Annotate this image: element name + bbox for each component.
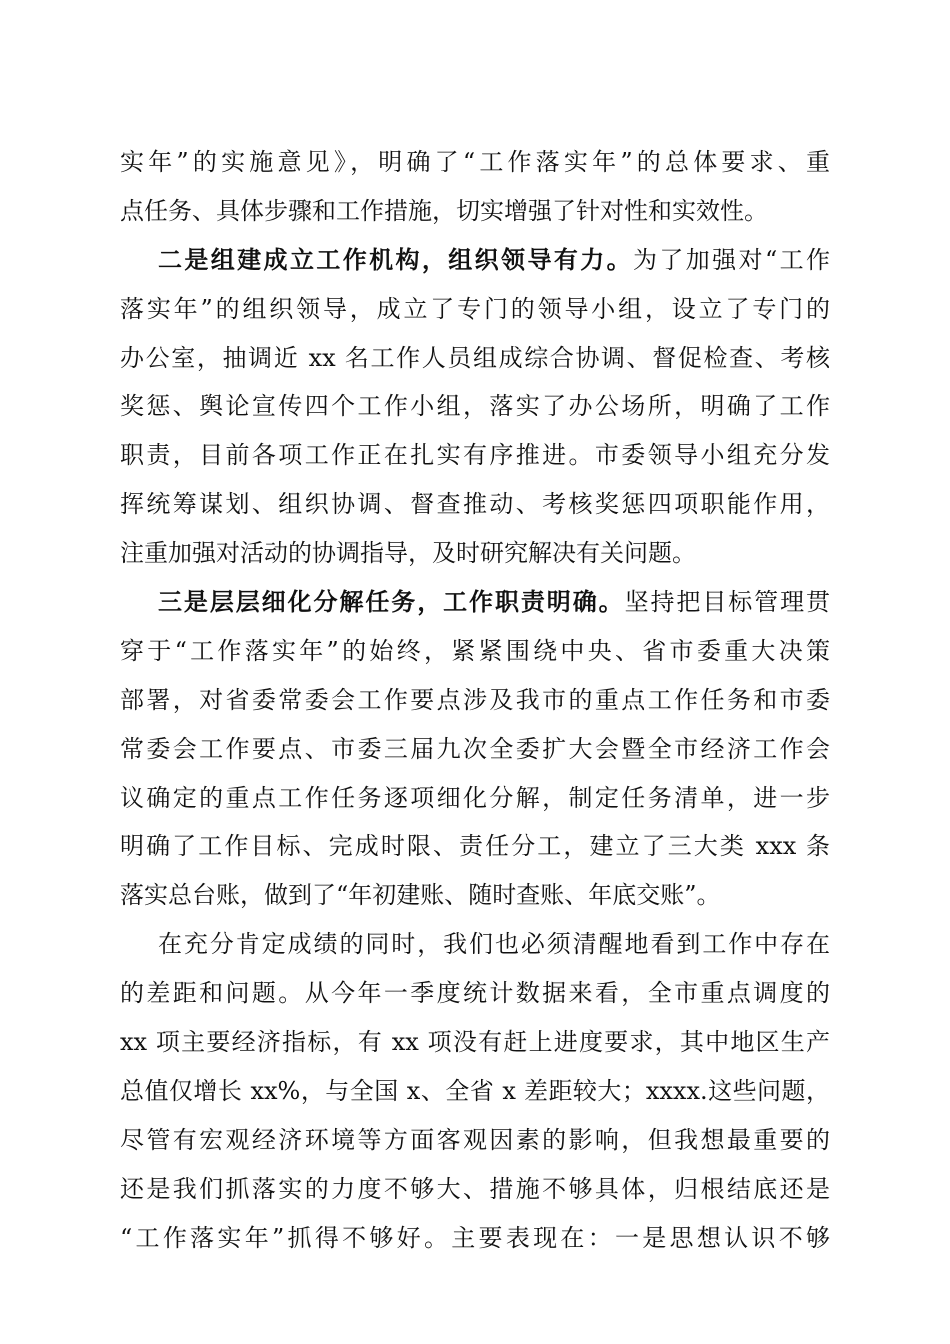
text-line	[120, 236, 830, 285]
text-line: 职责，目前各项工作正在扎实有序推进。市委领导小组充分发	[120, 441, 830, 470]
paragraph-heading: 二是组建成立工作机构，组织领导有力。	[158, 244, 633, 274]
text-line: 还是我们抓落实的力度不够大、措施不够具体，归根结底还是	[120, 1174, 830, 1203]
paragraph-1	[120, 138, 830, 236]
text-line: 落实总台账，做到了“年初建账、随时查账、年底交账”。	[120, 881, 721, 910]
text-line: 实年”的实施意见》，明确了“工作落实年”的总体要求、重	[120, 148, 830, 176]
text-line: 办公室，抽调近 xx 名工作人员组成综合协调、督促检查、考核	[120, 343, 830, 372]
text-line: 点任务、具体步骤和工作措施，切实增强了针对性和实效性。	[120, 196, 768, 225]
paragraph-heading: 三是层层细化分解任务，工作职责明确。	[158, 587, 625, 617]
text-line: “工作落实年”抓得不够好。主要表现在：一是思想认识不够	[120, 1223, 830, 1252]
text-line: 的差距和问题。从今年一季度统计数据来看，全市重点调度的	[120, 979, 830, 1008]
text-line: 穿于“工作落实年”的始终，紧紧围绕中央、省市委重大决策	[120, 636, 830, 665]
text-line: 注重加强对活动的协调指导，及时研究解决有关问题。	[120, 539, 696, 568]
text-line	[120, 578, 830, 627]
text-span: 为了加强对“工作	[633, 245, 830, 274]
paragraph-2	[120, 236, 830, 578]
text-line: 尽管有宏观经济环境等方面客观因素的影响，但我想最重要的	[120, 1125, 830, 1154]
paragraph-4	[120, 920, 830, 1262]
text-line: 挥统筹谋划、组织协调、督查推动、考核奖惩四项职能作用，	[120, 490, 830, 519]
text-line: 奖惩、舆论宣传四个工作小组，落实了办公场所，明确了工作	[120, 392, 830, 421]
text-span: 坚持把目标管理贯	[624, 588, 830, 617]
paragraph-3	[120, 578, 830, 920]
body-text	[120, 138, 830, 1262]
text-line: 明确了工作目标、完成时限、责任分工，建立了三大类 xxx 条	[120, 832, 830, 861]
text-line: 议确定的重点工作任务逐项细化分解，制定任务清单，进一步	[120, 783, 830, 812]
text-line: 常委会工作要点、市委三届九次全委扩大会暨全市经济工作会	[120, 734, 830, 763]
text-line: 落实年”的组织领导，成立了专门的领导小组，设立了专门的	[120, 294, 830, 323]
text-line: 在充分肯定成绩的同时，我们也必须清醒地看到工作中存在	[158, 930, 830, 959]
text-line: xx 项主要经济指标，有 xx 项没有赶上进度要求，其中地区生产	[120, 1028, 830, 1057]
text-line: 部署，对省委常委会工作要点涉及我市的重点工作任务和市委	[120, 685, 830, 714]
text-line: 总值仅增长 xx%，与全国 x、全省 x 差距较大；xxxx.这些问题，	[120, 1076, 830, 1105]
